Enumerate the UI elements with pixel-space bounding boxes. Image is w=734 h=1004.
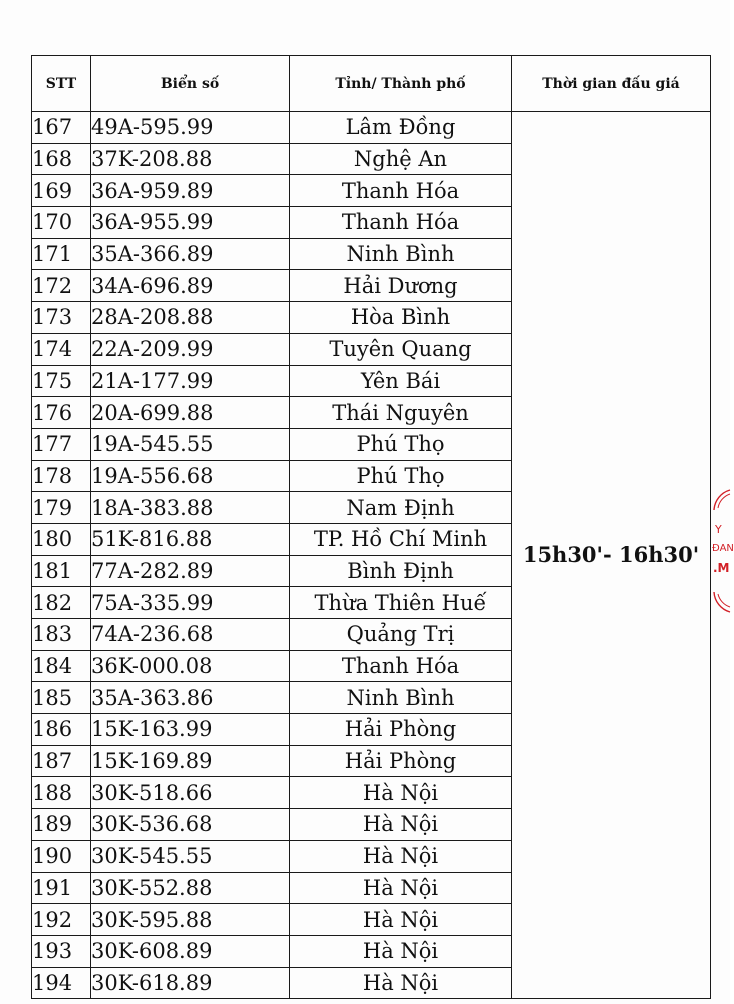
cell-stt: 193	[32, 935, 91, 967]
table-row	[32, 112, 711, 144]
cell-stt: 194	[32, 967, 91, 999]
cell-stt: 184	[32, 650, 91, 682]
cell-plate: 49A-595.99	[91, 112, 290, 144]
cell-province: Ninh Bình	[290, 682, 512, 714]
cell-province: Quảng Trị	[290, 619, 512, 651]
cell-plate: 30K-518.66	[91, 777, 290, 809]
cell-stt: 176	[32, 397, 91, 429]
cell-stt: 182	[32, 587, 91, 619]
cell-stt: 180	[32, 523, 91, 555]
cell-province: Hải Phòng	[290, 745, 512, 777]
cell-plate: 15K-163.99	[91, 714, 290, 746]
cell-stt: 187	[32, 745, 91, 777]
cell-province: Hà Nội	[290, 967, 512, 999]
cell-province: Thanh Hóa	[290, 207, 512, 239]
cell-province: Lâm Đồng	[290, 112, 512, 144]
cell-province: Hà Nội	[290, 935, 512, 967]
auction-table	[31, 55, 711, 999]
header-province: Tỉnh/ Thành phố	[290, 56, 512, 112]
cell-stt: 173	[32, 302, 91, 334]
red-seal-stamp	[708, 488, 734, 618]
cell-plate: 74A-236.68	[91, 619, 290, 651]
cell-province: Hải Phòng	[290, 714, 512, 746]
cell-stt: 168	[32, 143, 91, 175]
cell-plate: 30K-536.68	[91, 809, 290, 841]
cell-plate: 35A-366.89	[91, 238, 290, 270]
cell-province: Hà Nội	[290, 872, 512, 904]
cell-province: Hải Dương	[290, 270, 512, 302]
cell-plate: 30K-618.89	[91, 967, 290, 999]
cell-stt: 191	[32, 872, 91, 904]
cell-province: Hòa Bình	[290, 302, 512, 334]
stamp-text-2: ĐAN	[712, 543, 734, 554]
cell-plate: 51K-816.88	[91, 523, 290, 555]
stamp-text-3: .M	[713, 561, 730, 575]
cell-plate: 19A-545.55	[91, 428, 290, 460]
cell-plate: 35A-363.86	[91, 682, 290, 714]
cell-province: Thanh Hóa	[290, 175, 512, 207]
cell-stt: 178	[32, 460, 91, 492]
header-plate: Biển số	[91, 56, 290, 112]
cell-plate: 30K-552.88	[91, 872, 290, 904]
cell-province: Hà Nội	[290, 904, 512, 936]
cell-stt: 189	[32, 809, 91, 841]
stamp-text-1: Y	[715, 523, 722, 536]
cell-stt: 169	[32, 175, 91, 207]
cell-stt: 177	[32, 428, 91, 460]
cell-stt: 172	[32, 270, 91, 302]
cell-province: Thừa Thiên Huế	[290, 587, 512, 619]
cell-plate: 30K-608.89	[91, 935, 290, 967]
table-header-row	[32, 56, 711, 112]
cell-province: Thanh Hóa	[290, 650, 512, 682]
cell-stt: 174	[32, 333, 91, 365]
cell-plate: 75A-335.99	[91, 587, 290, 619]
cell-plate: 19A-556.68	[91, 460, 290, 492]
cell-plate: 15K-169.89	[91, 745, 290, 777]
cell-province: Nam Định	[290, 492, 512, 524]
cell-province: Phú Thọ	[290, 460, 512, 492]
header-time: Thời gian đấu giá	[512, 56, 711, 112]
cell-stt: 171	[32, 238, 91, 270]
header-stt: STT	[32, 56, 91, 112]
cell-province: Phú Thọ	[290, 428, 512, 460]
table-body	[32, 112, 711, 999]
cell-province: Bình Định	[290, 555, 512, 587]
cell-plate: 20A-699.88	[91, 397, 290, 429]
cell-stt: 190	[32, 840, 91, 872]
cell-stt: 175	[32, 365, 91, 397]
cell-province: Thái Nguyên	[290, 397, 512, 429]
cell-plate: 77A-282.89	[91, 555, 290, 587]
cell-province: Hà Nội	[290, 840, 512, 872]
cell-province: TP. Hồ Chí Minh	[290, 523, 512, 555]
cell-stt: 167	[32, 112, 91, 144]
cell-province: Ninh Bình	[290, 238, 512, 270]
cell-stt: 170	[32, 207, 91, 239]
cell-stt: 186	[32, 714, 91, 746]
cell-plate: 36A-959.89	[91, 175, 290, 207]
cell-province: Tuyên Quang	[290, 333, 512, 365]
cell-province: Yên Bái	[290, 365, 512, 397]
cell-stt: 185	[32, 682, 91, 714]
cell-plate: 22A-209.99	[91, 333, 290, 365]
cell-stt: 179	[32, 492, 91, 524]
cell-plate: 28A-208.88	[91, 302, 290, 334]
cell-stt: 181	[32, 555, 91, 587]
cell-plate: 37K-208.88	[91, 143, 290, 175]
cell-plate: 21A-177.99	[91, 365, 290, 397]
cell-province: Hà Nội	[290, 777, 512, 809]
cell-plate: 36A-955.99	[91, 207, 290, 239]
cell-plate: 30K-545.55	[91, 840, 290, 872]
cell-stt: 188	[32, 777, 91, 809]
cell-plate: 36K-000.08	[91, 650, 290, 682]
cell-plate: 30K-595.88	[91, 904, 290, 936]
cell-plate: 18A-383.88	[91, 492, 290, 524]
cell-auction-time: 15h30'- 16h30'	[512, 112, 711, 999]
cell-plate: 34A-696.89	[91, 270, 290, 302]
cell-province: Hà Nội	[290, 809, 512, 841]
cell-stt: 192	[32, 904, 91, 936]
cell-stt: 183	[32, 619, 91, 651]
cell-province: Nghệ An	[290, 143, 512, 175]
